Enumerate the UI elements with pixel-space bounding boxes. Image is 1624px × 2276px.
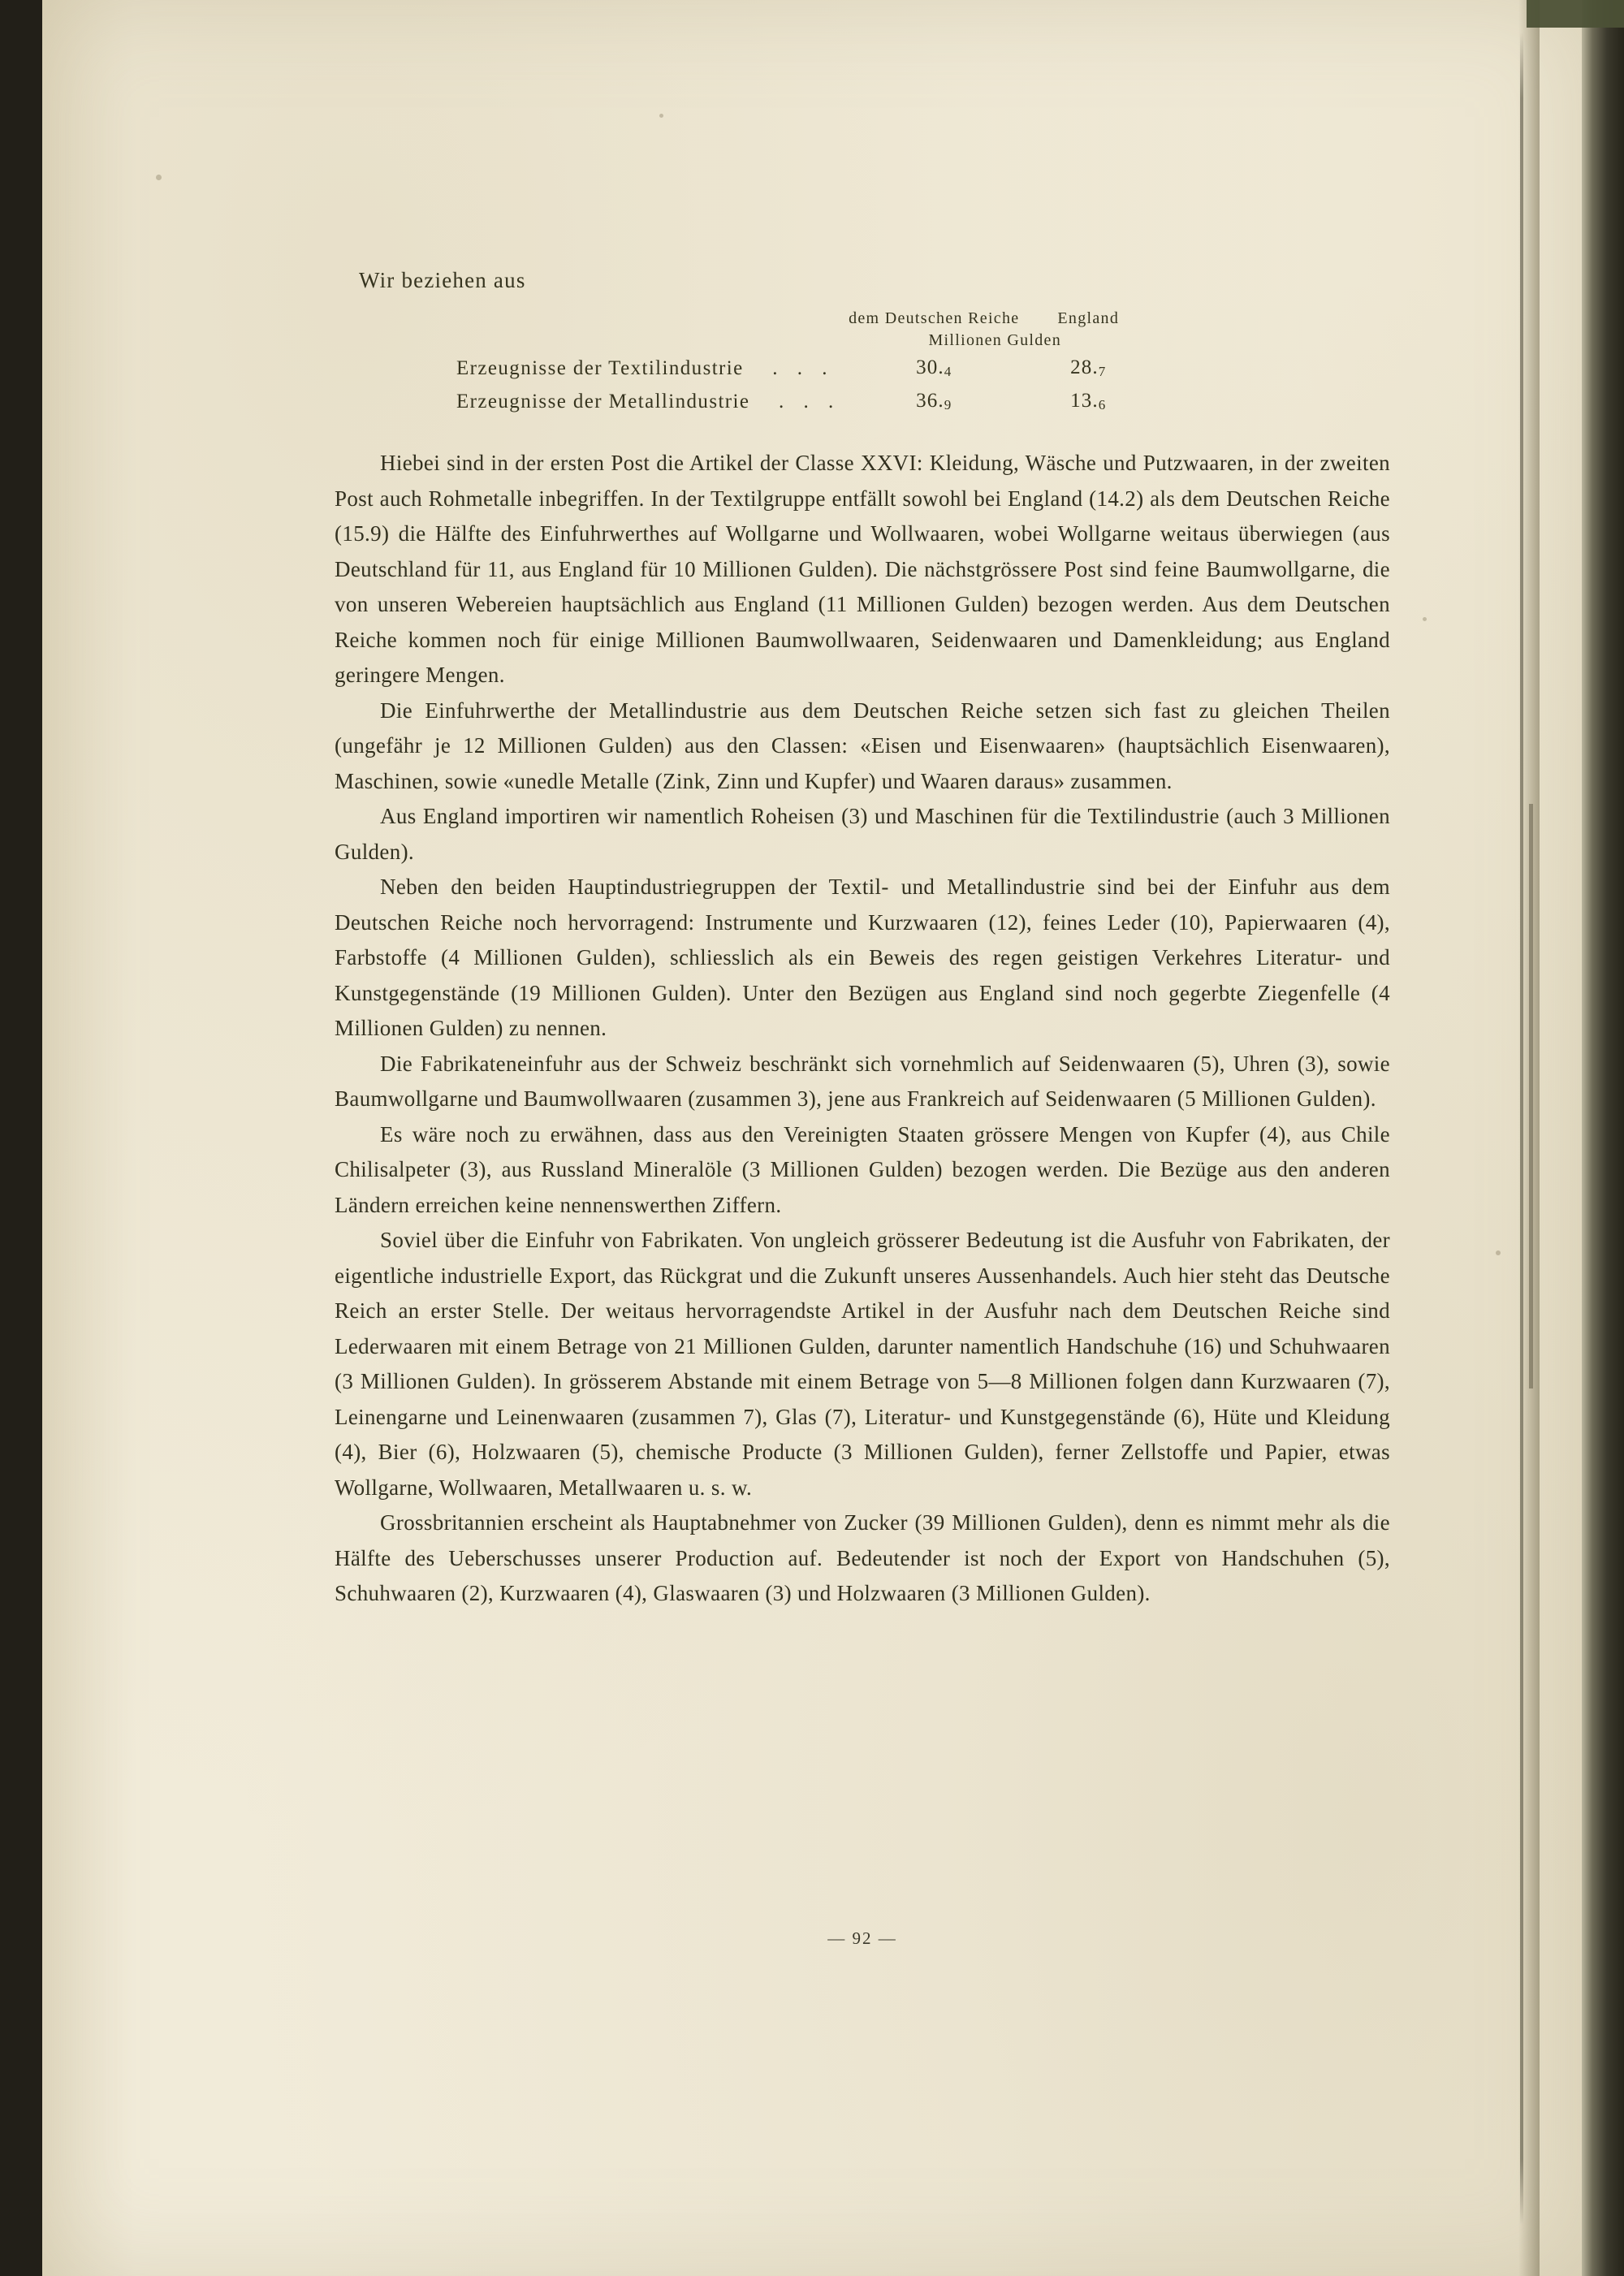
value-integer: 28. [1070,356,1099,378]
paragraph: Grossbritannien erscheint als Hauptabnehmer von Zucker (39 Millionen Gulden), denn es nimmt mehr als die Hälfte des Ueberschusses unserer Production auf. Bedeutender ist noch der Export von Handschuhen (5), Schuhwaaren (2), Kurzwaaren (4), Glaswaaren (3) und Holzwaaren (3 Millionen Gulden). [335,1510,1390,1605]
paragraph: Es wäre noch zu erwähnen, dass aus den Vereinigten Staaten grössere Mengen von Kupfer (4), aus Chile Chilisalpeter (3), aus Russland Mineralöle (3 Millionen Gulden) bezogen werden. Die Bezüge aus den anderen Ländern erreichen keine nennenswerthen Ziffern. [335,1121,1390,1217]
row-label-text: Erzeugnisse der Metallindustrie [456,390,750,412]
table-row [456,352,1149,385]
value-decimal: 9 [944,397,952,412]
lead-line: Wir beziehen aus [359,268,526,292]
table-cell-label [456,385,840,418]
paper-speck [659,114,663,118]
value-integer: 13. [1070,390,1099,412]
table-cell-germany [840,352,1027,385]
figures-table [456,308,1149,418]
table-header-england: England [1057,309,1120,327]
paragraph: Neben den beiden Hauptindustriegruppen der Textil- und Metallindustrie sind bei der Einfuhr aus dem Deutschen Reiche noch hervorragend: Instrumente und Kurzwaaren (12), feines Leder (10), Papierwaaren (4), Farbstoffe (4 Millionen Gulden), schliesslich als ein Beweis des regen geistigen Verkehres Literatur- und Kunstgegenstände (19 Millionen Gulden). Unter den Bezügen aus England sind noch gegerbte Ziegenfelle (4 Millionen Gulden) zu nennen. [335,875,1390,1040]
paragraph: Die Fabrikateneinfuhr aus der Schweiz beschränkt sich vornehmlich auf Seidenwaaren (5), Uhren (3), sowie Baumwollgarne und Baumwollwaaren (zusammen 3), jene aus Frankreich auf Seidenwaaren (5 Millionen Gulden). [335,1051,1390,1111]
table-unit-blank [456,330,840,352]
paragraph: Soviel über die Einfuhr von Fabrikaten. Von ungleich grösserer Bedeutung ist die Ausfuhr von Fabrikaten, der eigentliche industrielle Export, das Rückgrat und die Zukunft unseres Aussenhandels. Auch hier steht das Deutsche Reich an erster Stelle. Der weitaus hervorragendste Artikel in der Ausfuhr nach dem Deutschen Reiche sind Lederwaaren mit einem Betrage von 21 Millionen Gulden, darunter namentlich Handschuhe (16) und Schuhwaaren (3 Millionen Gulden). In grösserem Abstande mit einem Betrage von 5—8 Millionen folgen dann Kurzwaaren (7), Leinengarne und Leinenwaaren (zusammen 7), Glas (7), Literatur- und Kunstgegenstände (6), Hüte und Kleidung (4), Bier (6), Holzwaaren (5), chemische Producte (3 Millionen Gulden), ferner Zellstoffe und Papier, etwas Wollgarne, Wollwaaren, Metallwaaren u. s. w. [335,1228,1390,1500]
value-decimal: 7 [1098,364,1107,379]
table-cell-england [1027,385,1149,418]
table-cell-england [1027,352,1149,385]
paragraph: Aus England importiren wir namentlich Roheisen (3) und Maschinen für die Textilindustrie (auch 3 Millionen Gulden). [335,804,1390,864]
paper-speck [1496,1250,1501,1255]
table-header-blank [456,308,840,330]
paragraph: Hiebei sind in der ersten Post die Artikel der Classe XXVI: Kleidung, Wäsche und Putzwaaren, in der zweiten Post auch Rohmetalle inbegriffen. In der Textilgruppe entfällt sowohl bei England (14.2) als dem Deutschen Reiche (15.9) die Hälfte des Einfuhrwerthes auf Wollgarne und Wollwaaren, wobei Wollgarne weitaus überwiegen (aus Deutschland für 11, aus England für 10 Millionen Gulden). Die nächstgrössere Post sind feine Baumwollgarne, die von unseren Webereien hauptsächlich aus England (11 Millionen Gulden) bezogen werden. Aus dem Deutschen Reiche kommen noch für einige Millionen Baumwollwaaren, Seidenwaaren und Damenkleidung; aus England geringere Mengen. [335,451,1390,687]
row-label-text: Erzeugnisse der Textilindustrie [456,356,744,379]
text-column [335,268,1390,1612]
leader-dots: . . . [772,356,835,379]
value-integer: 30. [916,356,944,378]
value-decimal: 6 [1098,397,1107,412]
value-decimal: 4 [944,364,952,379]
figures-table-wrapper [335,308,1390,418]
table-cell-germany [840,385,1027,418]
document-page [42,0,1582,2276]
table-unit-label: Millionen Gulden [928,331,1062,349]
value-integer: 36. [916,390,944,412]
paper-speck [1423,617,1427,621]
table-cell-label [456,352,840,385]
leader-dots: . . . [779,390,841,412]
table-header-germany: dem Deutschen Reiche [849,309,1020,327]
binding-shadow [1518,0,1540,2276]
scan-corner-patch [1527,0,1624,28]
table-row [456,385,1149,418]
book-binding [1582,0,1624,2276]
paragraph: Die Einfuhrwerthe der Metallindustrie aus dem Deutschen Reiche setzen sich fast zu gleichen Theilen (ungefähr je 12 Millionen Gulden) aus den Classen: «Eisen und Eisenwaaren» (hauptsächlich Eisenwaaren), Maschinen, sowie «unedle Metalle (Zink, Zinn und Kupfer) und Waaren daraus» zusammen. [335,697,1390,793]
page-folio: — 92 — [827,1928,897,1948]
paper-speck [156,175,162,180]
